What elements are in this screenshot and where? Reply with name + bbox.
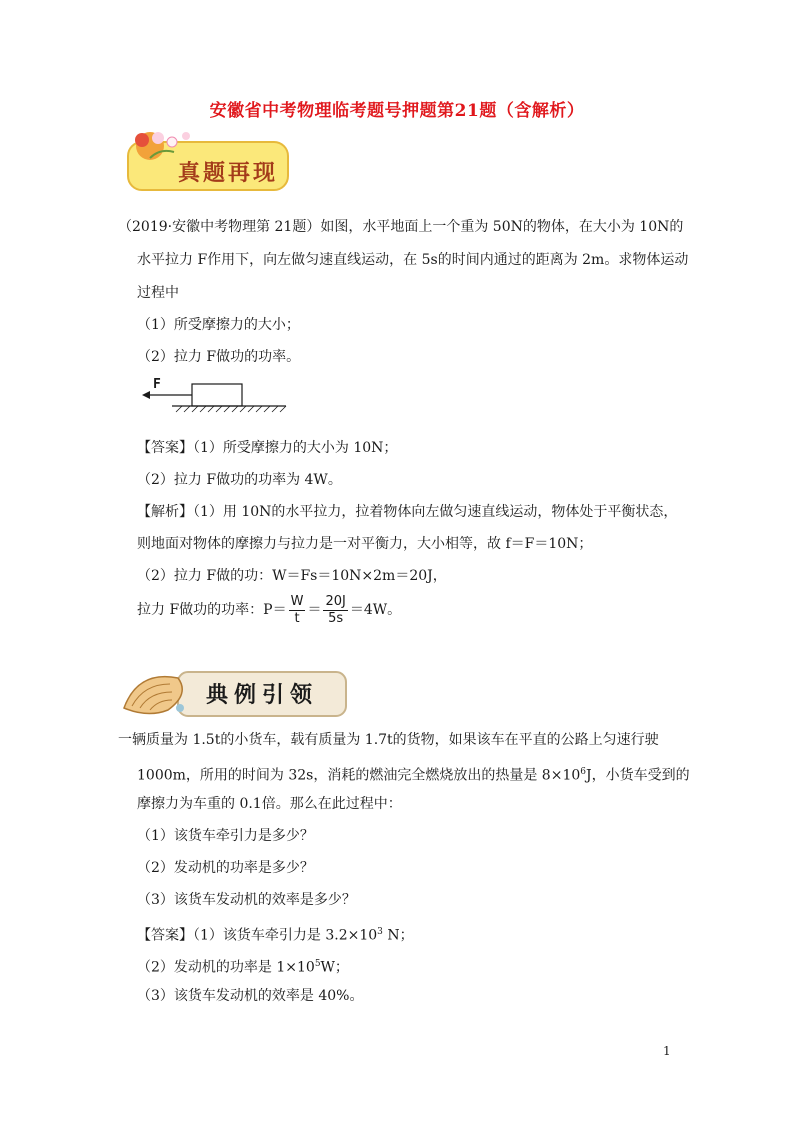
q2-sub3: （3）该货车发动机的效率是多少？ <box>137 892 356 908</box>
q1-line2: 水平拉力 F作用下，向左做匀速直线运动，在 5s的时间内通过的距离为 2m。求物体运动 <box>137 252 689 268</box>
answer1-line2: （2）拉力 F做功的功率为 4W。 <box>137 472 342 488</box>
answer2-exponent-2: 5 <box>314 959 321 969</box>
explain1-line1: 【解析】（1）用 10N的水平拉力，拉着物体向左做匀速直线运动，物体处于平衡状态， <box>137 504 678 520</box>
equals-sign: ＝ <box>307 602 322 618</box>
answer1-line1: 【答案】（1）所受摩擦力的大小为 10N； <box>137 440 398 456</box>
power-formula-prefix: 拉力 F做功的功率：P＝ <box>137 602 287 618</box>
q2-sub2: （2）发动机的功率是多少？ <box>137 860 314 876</box>
answer2-line2 <box>137 954 349 978</box>
fraction-5s-denominator: 5s <box>328 610 344 626</box>
banner-example-label: 典例引领 <box>206 682 319 708</box>
fraction-20j-over-5s <box>323 594 347 627</box>
explain1-line2: 则地面对物体的摩擦力与拉力是一对平衡力，大小相等，故 f＝F＝10N； <box>137 536 593 552</box>
q2-line3: 摩擦力为车重的 0.1倍。那么在此过程中： <box>137 796 402 812</box>
explain1-line4 <box>137 590 401 630</box>
block-object <box>192 384 242 406</box>
document-title: 安徽省中考物理临考题号押题第21题（含解析） <box>209 101 585 121</box>
answer2-exponent-1: 3 <box>377 927 383 937</box>
q1-line1: （2019·安徽中考物理第 21题）如图，水平地面上一个重为 50N的物体，在大小为 10N的 <box>118 219 684 235</box>
fraction-w-numerator: W <box>290 593 304 609</box>
fraction-t-denominator: t <box>294 610 300 626</box>
answer2-line3: （3）该货车发动机的效率是 40%。 <box>137 988 364 1004</box>
q2-line2 <box>137 762 690 786</box>
banner-real-exam <box>120 128 292 194</box>
answer2-line1 <box>137 922 414 946</box>
force-diagram <box>138 378 288 414</box>
q1-sub2: （2）拉力 F做功的功率。 <box>137 349 301 365</box>
shell-icon <box>124 677 182 714</box>
answer2-line1-tail: N； <box>382 927 414 944</box>
q1-line3: 过程中 <box>137 285 179 301</box>
q2-exponent: 6 <box>580 767 586 777</box>
q2-line2-tail: J，小货车受到的 <box>586 767 690 784</box>
answer2-line2-tail: W； <box>320 959 349 976</box>
explain1-line3: （2）拉力 F做的功：W＝Fs＝10N×2m＝20J， <box>137 568 447 584</box>
force-arrow-head <box>142 391 150 399</box>
answer2-line2-text: （2）发动机的功率是 1×10 <box>137 959 315 976</box>
fraction-20j-numerator: 20J <box>325 593 346 609</box>
power-formula-suffix: ＝4W。 <box>349 602 402 618</box>
page-number: 1 <box>663 1044 671 1058</box>
ground-hatching <box>176 406 286 412</box>
q2-line2-text: 1000m，所用的时间为 32s，消耗的燃油完全燃烧放出的热量是 8×10 <box>137 767 581 784</box>
banner-example <box>118 664 350 720</box>
q1-sub1: （1）所受摩擦力的大小； <box>137 317 300 333</box>
answer2-line1-text: 【答案】（1）该货车牵引力是 3.2×10 <box>137 927 378 944</box>
fraction-w-over-t <box>289 594 306 627</box>
banner-real-exam-label: 真题再现 <box>178 160 279 186</box>
q2-sub1: （1）该货车牵引力是多少？ <box>137 828 314 844</box>
force-label: F <box>153 377 161 392</box>
q2-line1: 一辆质量为 1.5t的小货车，载有质量为 1.7t的货物，如果该车在平直的公路上匀速行驶 <box>118 732 659 748</box>
